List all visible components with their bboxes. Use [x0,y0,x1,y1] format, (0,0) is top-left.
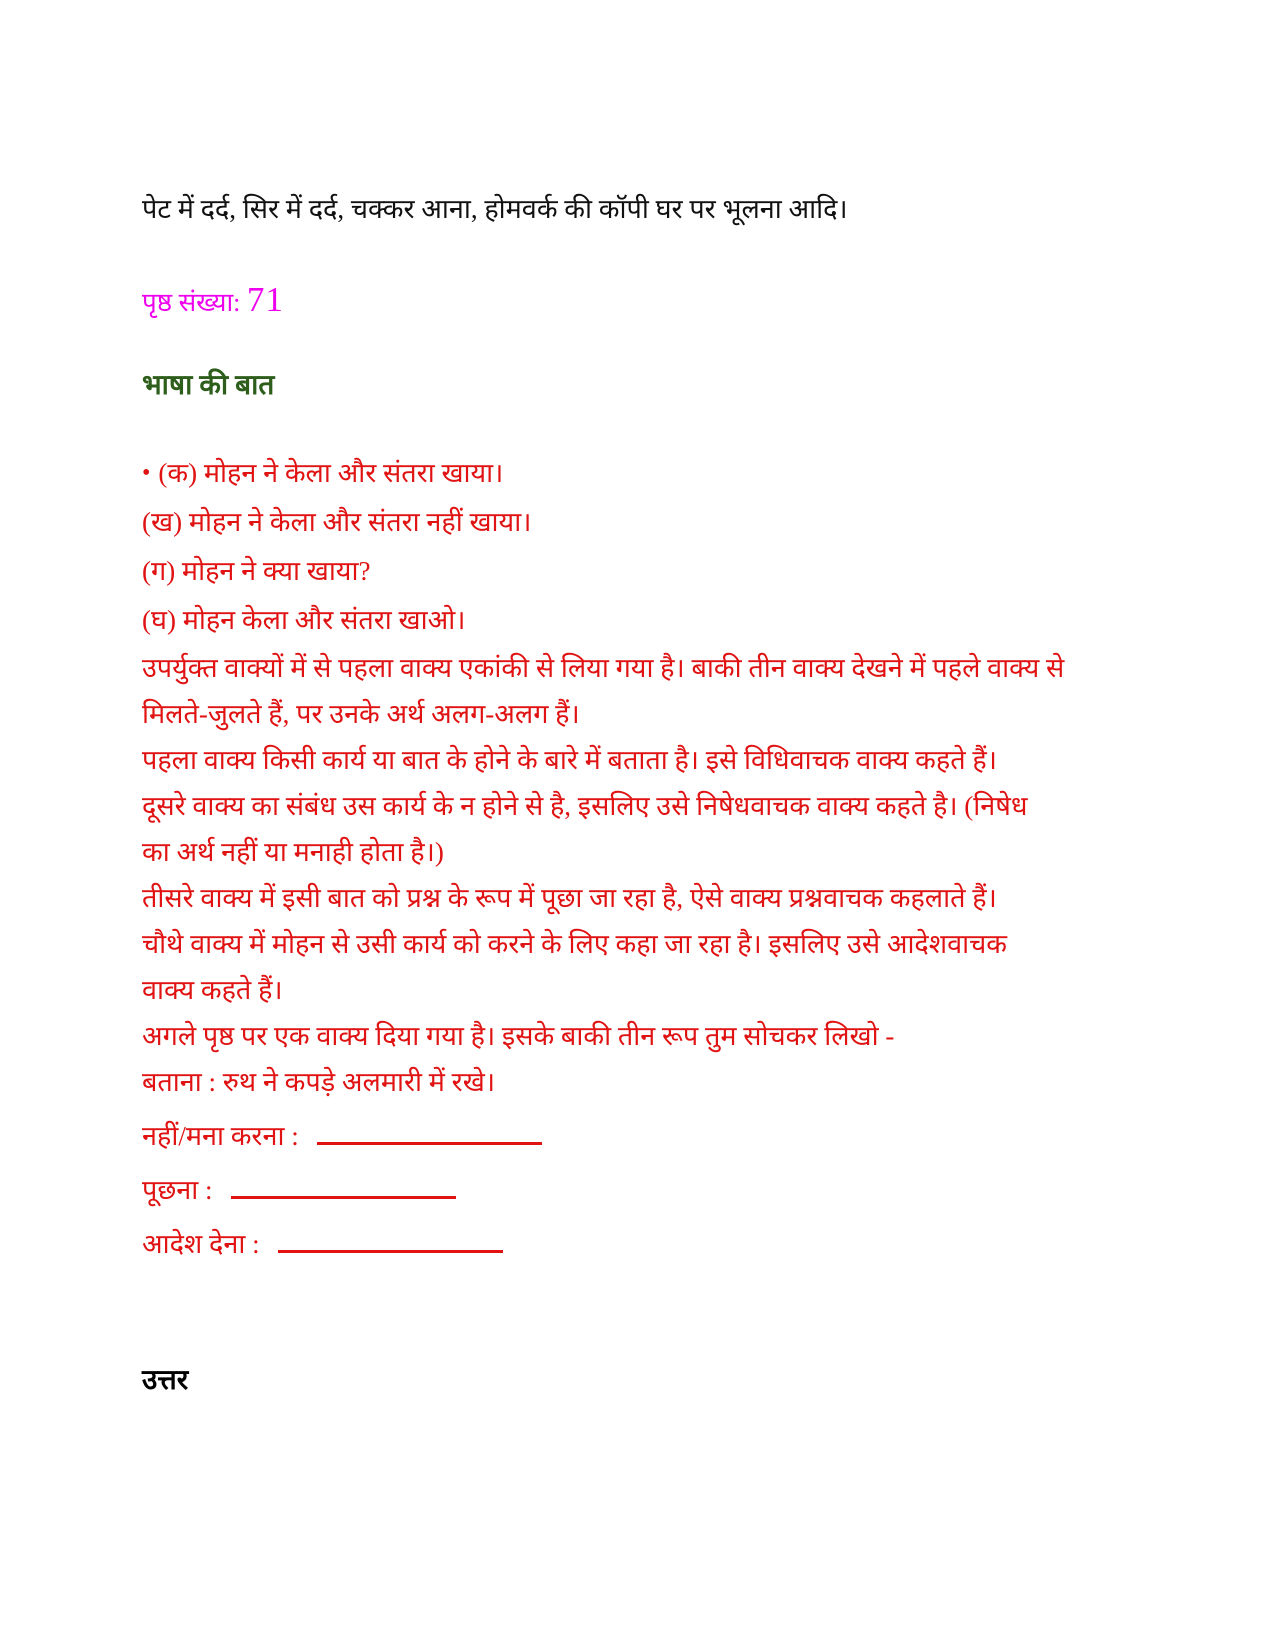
fill-row-ask [142,1166,1145,1213]
blank-label-order: आदेश देना : [142,1229,267,1259]
explanation-line-6: तीसरे वाक्य में इसी बात को प्रश्न के रूप में पूछा जा रहा है, ऐसे वाक्य प्रश्नवाचक कहलाते हैं। [142,883,997,913]
page-number-value: 71 [246,280,284,319]
explanation-line-3: पहला वाक्य किसी कार्य या बात के होने के बारे में बताता है। इसे विधिवाचक वाक्य कहते हैं। [142,745,997,775]
intro-text: पेट में दर्द, सिर में दर्द, चक्कर आना, होमवर्क की कॉपी घर पर भूलना आदि। [142,194,848,224]
option-a-text: (क) मोहन ने केला और संतरा खाया। [158,458,504,488]
explanation-line-5: का अर्थ नहीं या मनाही होता है।) [142,837,444,867]
option-d: (घ) मोहन केला और संतरा खाओ। [142,605,466,635]
bullet-marker: • [142,460,151,486]
explanation-line-8: वाक्य कहते हैं। [142,975,283,1005]
page-number [142,276,1145,327]
page-number-label: पृष्ठ संख्या: [142,288,247,317]
blank-label-ask: पूछना : [142,1175,220,1205]
fill-in-blank-ask [231,1166,456,1199]
fill-row-order [142,1220,1145,1267]
blank-label-negate: नहीं/मना करना : [142,1121,306,1151]
fill-in-blank-negate [317,1112,542,1145]
options-list [142,449,1145,645]
explanation-line-2: मिलते-जुलते हैं, पर उनके अर्थ अलग-अलग हैं। [142,699,580,729]
option-c: (ग) मोहन ने क्या खाया? [142,556,371,586]
section-heading: भाषा की बात [142,370,275,401]
option-b: (ख) मोहन ने केला और संतरा नहीं खाया। [142,507,532,537]
explanation-line-1: उपर्युक्त वाक्यों में से पहला वाक्य एकांकी से लिया गया है। बाकी तीन वाक्य देखने में पहले वाक्य से [142,653,1065,683]
explanation-line-7: चौथे वाक्य में मोहन से उसी कार्य को करने के लिए कहा जा रहा है। इसलिए उसे आदेशवाचक [142,929,1007,959]
fill-row-negate [142,1112,1145,1159]
explanation-line-10: बताना : रुथ ने कपड़े अलमारी में रखे। [142,1067,496,1097]
explanation-line-4: दूसरे वाक्य का संबंध उस कार्य के न होने से है, इसलिए उसे निषेधवाचक वाक्य कहते है। (निषेध [142,791,1028,821]
explanation-block [142,645,1145,1267]
explanation-line-9: अगले पृष्ठ पर एक वाक्य दिया गया है। इसके बाकी तीन रूप तुम सोचकर लिखो - [142,1021,895,1051]
fill-in-blank-order [278,1220,503,1253]
option-a [142,449,1145,498]
answer-heading: उत्तर [142,1363,189,1396]
